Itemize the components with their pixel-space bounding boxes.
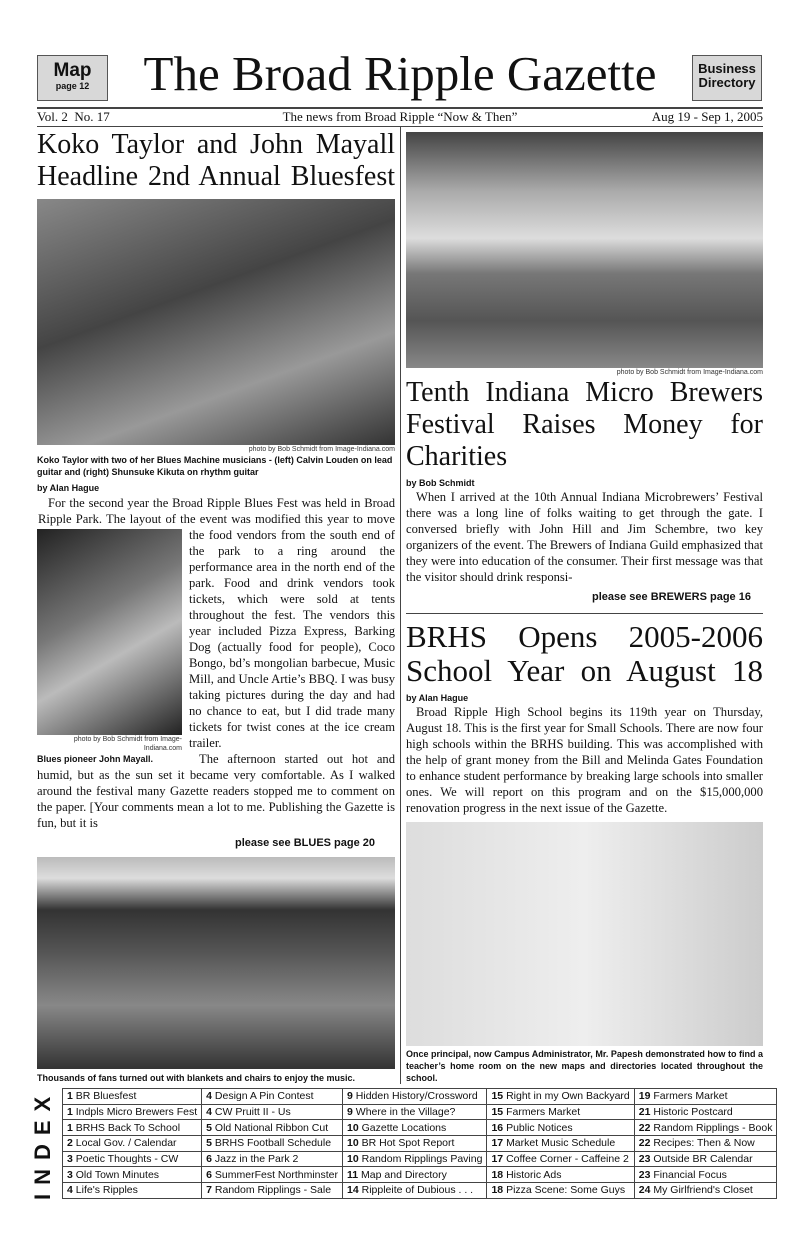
index-title: Random Ripplings Paving (361, 1153, 483, 1166)
index-title: Random Ripplings - Sale (214, 1184, 332, 1197)
crowd-photo (37, 857, 395, 1069)
right-column (406, 132, 763, 1084)
index-page: 10 (347, 1153, 359, 1166)
index-entry[interactable] (343, 1167, 487, 1183)
index-page: 6 (206, 1168, 212, 1181)
index-entry[interactable] (202, 1183, 343, 1199)
index-page: 23 (638, 1153, 651, 1166)
index-entry[interactable] (202, 1089, 343, 1105)
index-title: BR Hot Spot Report (361, 1137, 455, 1150)
index-entry[interactable] (343, 1136, 487, 1152)
index-title: Old National Ribbon Cut (214, 1121, 329, 1134)
index-entry[interactable] (634, 1089, 777, 1105)
index-page: 18 (491, 1184, 504, 1197)
index-page: 1 (67, 1090, 73, 1103)
john-mayall-figure (37, 529, 182, 765)
directory-line2: Directory (698, 75, 756, 91)
photo-caption: Thousands of fans turned out with blankets and chairs to enjoy the music. (37, 1073, 356, 1083)
tagline: The news from Broad Ripple “Now & Then” (282, 109, 518, 124)
index-entry[interactable] (487, 1183, 634, 1199)
paragraph: Broad Ripple High School begins its 119th year on Thursday, August 18. This is the first year for Small Schools. There are now four high schools within the BRHS building. This was accomplished with the help of grant money from the Bill and Melinda Gates Foundation to enhance student performance by breaking large schools into smaller ones. We will report on this program and on the $15,000,000 renovation progress in the next issue of the Gazette. (406, 705, 763, 815)
index-page: 3 (67, 1153, 73, 1166)
blues-article (37, 129, 395, 1084)
photo-caption: Koko Taylor with two of her Blues Machine musicians - (left) Calvin Louden on lead guitar and (right) Shunsuke Kikuta on rhythm guitar (37, 455, 393, 477)
photo-credit: photo by Bob Schmidt from Image-Indiana.com (616, 369, 763, 376)
index-entry[interactable] (487, 1151, 634, 1167)
index-title: Pizza Scene: Some Guys (506, 1184, 626, 1197)
dates: Aug 19 - Sep 1, 2005 (651, 109, 763, 124)
index-title: Gazette Locations (361, 1121, 447, 1134)
index-page: 11 (347, 1168, 359, 1181)
index-title: BRHS Football Schedule (214, 1137, 332, 1150)
john-mayall-photo (37, 529, 182, 735)
byline: by Alan Hague (37, 483, 100, 493)
blues-headline: Koko Taylor and John Mayall Headline 2nd Annual Bluesfest (37, 129, 395, 192)
byline: by Bob Schmidt (406, 478, 475, 488)
index-entry[interactable] (343, 1183, 487, 1199)
paragraph: When I arrived at the 10th Annual Indiana Microbrewers’ Festival there was a long line of folks waiting to get through the gate. I conversed briefly with John Hill and Jim Schembre, two key organizers of the event. The Brewers of Indiana Guild emphasized that they were into education of the consumer. Their first message was that the visitor should drink responsi- (406, 490, 763, 584)
index-entry[interactable] (634, 1120, 777, 1136)
index-entry[interactable] (634, 1183, 777, 1199)
index-title: BRHS Back To School (75, 1121, 181, 1134)
index-row (63, 1151, 777, 1167)
index-title: Farmers Market (506, 1106, 581, 1119)
photo-credit: photo by Bob Schmidt from Image-Indiana.com (248, 446, 395, 453)
brhs-headline: BRHS Opens 2005-2006 School Year on August 18 (406, 619, 763, 688)
photo-credit: photo by Bob Schmidt from Image-Indiana.com (73, 736, 182, 752)
index-page: 21 (638, 1106, 651, 1119)
index-page: 14 (347, 1184, 359, 1197)
continued-link[interactable]: please see BLUES page 20 (235, 837, 376, 849)
index-entry[interactable] (63, 1136, 202, 1152)
koko-taylor-photo (37, 199, 395, 445)
index-entry[interactable] (487, 1104, 634, 1120)
paragraph-lead: For the second year the Broad Ripple Blues Fest was held in Broad Ripple Park. The layout of the event was modified this year to move the food (38, 496, 395, 542)
divider (406, 613, 763, 614)
volume: Vol. 2 No. 17 (37, 109, 110, 124)
index-page: 17 (491, 1137, 504, 1150)
index-page: 15 (491, 1090, 504, 1103)
index-title: Rippleite of Dubious . . . (361, 1184, 474, 1197)
brewers-headline: Tenth Indiana Micro Brewers Festival Raises Money for Charities (406, 377, 763, 472)
index-page: 4 (206, 1106, 212, 1119)
index-page: 4 (67, 1184, 73, 1197)
principal-photo (406, 822, 763, 1046)
index-row (63, 1183, 777, 1199)
column-divider (400, 127, 401, 1084)
business-directory-button[interactable] (692, 55, 762, 101)
index-page: 6 (206, 1153, 212, 1166)
index-page: 9 (347, 1106, 353, 1119)
index-title: Farmers Market (653, 1090, 728, 1103)
index-row (63, 1120, 777, 1136)
map-button[interactable] (37, 55, 108, 101)
article-body (37, 495, 395, 831)
index-page: 16 (491, 1121, 504, 1134)
index-entry[interactable] (63, 1104, 202, 1120)
index-entry[interactable] (63, 1151, 202, 1167)
index-title: Random Ripplings - Book (653, 1121, 773, 1134)
index-title: Poetic Thoughts - CW (75, 1153, 179, 1166)
index-table (62, 1088, 777, 1199)
index-entry[interactable] (634, 1151, 777, 1167)
index-title: Public Notices (506, 1121, 573, 1134)
map-label: Map (53, 60, 92, 81)
index-page: 10 (347, 1137, 359, 1150)
index-entry[interactable] (487, 1136, 634, 1152)
index-page: 3 (67, 1168, 73, 1181)
index-label: INDEX (30, 1087, 55, 1200)
index-entry[interactable] (63, 1120, 202, 1136)
index-row (63, 1089, 777, 1105)
index-page: 15 (491, 1106, 504, 1119)
index-page: 5 (206, 1137, 212, 1150)
index-title: Financial Focus (653, 1168, 727, 1181)
index-page: 7 (206, 1184, 212, 1197)
article-body (406, 489, 763, 585)
index-title: My Girlfriend's Closet (653, 1184, 753, 1197)
index-title: Historic Ads (506, 1168, 562, 1181)
index-title: Local Gov. / Calendar (75, 1137, 177, 1150)
index-title: SummerFest Northminster (214, 1168, 339, 1181)
map-page: page 12 (55, 80, 90, 91)
index-entry[interactable] (343, 1089, 487, 1105)
index-title: Recipes: Then & Now (653, 1137, 755, 1150)
index-title: Hidden History/Crossword (355, 1090, 478, 1103)
index-entry[interactable] (343, 1151, 487, 1167)
index-entry[interactable] (202, 1167, 343, 1183)
index-page: 2 (67, 1137, 73, 1150)
index-entry[interactable] (343, 1104, 487, 1120)
index-entry[interactable] (202, 1104, 343, 1120)
index-row (63, 1104, 777, 1120)
index-title: Market Music Schedule (506, 1137, 616, 1150)
index-entry[interactable] (634, 1136, 777, 1152)
index-page: 4 (206, 1090, 212, 1103)
index-title: Coffee Corner - Caffeine 2 (506, 1153, 629, 1166)
index-title: Old Town Minutes (75, 1168, 160, 1181)
index-entry[interactable] (202, 1120, 343, 1136)
index-entry[interactable] (487, 1089, 634, 1105)
photo-caption: Blues pioneer John Mayall. (37, 754, 154, 764)
index-row (63, 1136, 777, 1152)
index-title: CW Pruitt II - Us (214, 1106, 291, 1119)
masthead-title: The Broad Ripple Gazette (143, 46, 657, 101)
index-entry[interactable] (202, 1136, 343, 1152)
index-entry[interactable] (63, 1089, 202, 1105)
index-page: 22 (638, 1137, 651, 1150)
index-title: Historic Postcard (653, 1106, 733, 1119)
index-entry[interactable] (487, 1120, 634, 1136)
index-entry[interactable] (634, 1104, 777, 1120)
index-page: 19 (638, 1090, 651, 1103)
photo-caption: Once principal, now Campus Administrator, Mr. Papesh demonstrated how to find a teacher’s home room on the new maps and directories located throughout the school. (406, 1049, 763, 1083)
index-entry[interactable] (202, 1151, 343, 1167)
paragraph: The afternoon started out hot and humid, but as the sun set it became very comfortable. As I walked around the festival many Gazette readers stopped me to comment on the paper. [Your comments mean a lot to me. Publishing the Gazette is fun, but it is (37, 752, 395, 830)
paragraph-continued: vendors from the south end of the park to a ring around the performance area in the north end of the park. Food and drink vendors took tickets, which were sold at tents throughout the fest. The vendors this year included Pizza Express, Barking Dog (actually food for people), Coco Bongo, bd’s mongolian barbecue, Music Mill, and Uncle Artie’s BBQ. I was busy taking pictures during the day and had no chance to eat, but I did trade many tickets for twist cones at the ice cream trailer. (189, 528, 395, 750)
index-page: 1 (67, 1106, 73, 1119)
index-title: Life's Ripples (75, 1184, 138, 1197)
index-entry[interactable] (343, 1120, 487, 1136)
continued-link[interactable]: please see BREWERS page 16 (592, 591, 751, 603)
index-title: Design A Pin Contest (214, 1090, 314, 1103)
index-entry[interactable] (634, 1167, 777, 1183)
index-title: Map and Directory (361, 1168, 447, 1181)
directory-line1: Business (698, 61, 756, 76)
brewers-festival-photo (406, 132, 763, 368)
index-page: 1 (67, 1121, 73, 1134)
index-page: 5 (206, 1121, 212, 1134)
article-body (406, 704, 763, 816)
index-page: 10 (347, 1121, 359, 1134)
index-page: 22 (638, 1121, 651, 1134)
index-entry[interactable] (63, 1183, 202, 1199)
index-page: 23 (638, 1168, 651, 1181)
byline: by Alan Hague (406, 693, 469, 703)
index-title: Where in the Village? (355, 1106, 456, 1119)
index-title: Right in my Own Backyard (506, 1090, 630, 1103)
index-page: 18 (491, 1168, 504, 1181)
index-entry[interactable] (63, 1167, 202, 1183)
index-page: 24 (638, 1184, 651, 1197)
index-title: Jazz in the Park 2 (214, 1153, 299, 1166)
index-page: 9 (347, 1090, 353, 1103)
index-row (63, 1167, 777, 1183)
index-entry[interactable] (487, 1167, 634, 1183)
index-title: Outside BR Calendar (653, 1153, 753, 1166)
index-title: BR Bluesfest (75, 1090, 137, 1103)
index-page: 17 (491, 1153, 504, 1166)
index-title: Indpls Micro Brewers Fest (75, 1106, 198, 1119)
